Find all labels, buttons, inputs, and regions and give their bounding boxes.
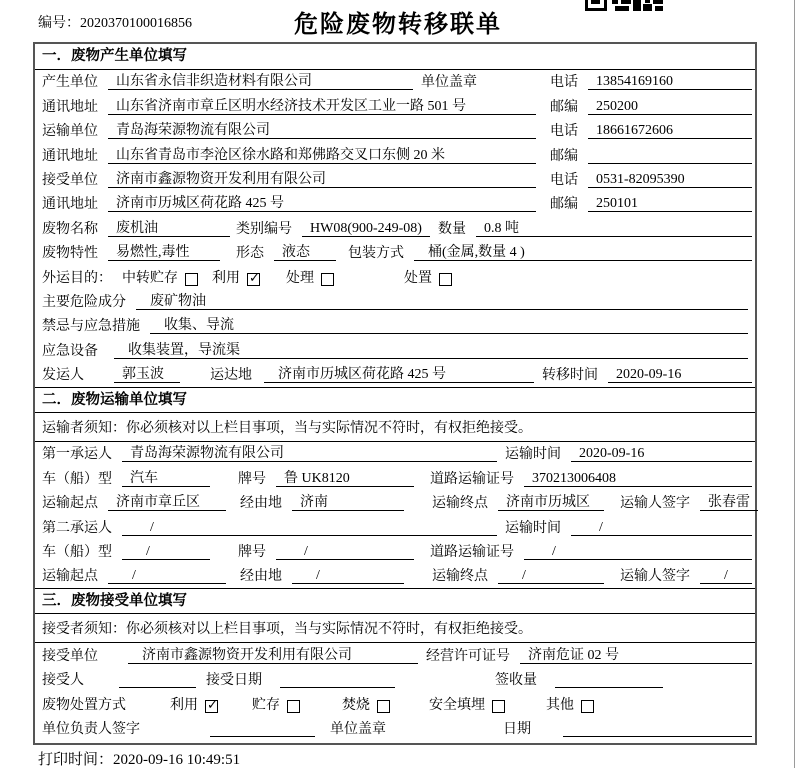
field-row-receiver (35, 168, 755, 192)
checkbox-option-treat (286, 271, 334, 286)
field-row-equipment (35, 338, 755, 362)
checkbox-option-other (546, 698, 594, 713)
checkbox (581, 700, 594, 713)
field-label: 单位盖章 (330, 721, 386, 737)
field-label: 外运目的： (42, 270, 112, 286)
field-value-underline (280, 672, 395, 688)
field-value-underline: 济南市鑫源物资开发利用有限公司 (108, 172, 536, 188)
field-row-transporter (35, 119, 755, 143)
field-label: 通讯地址 (42, 148, 98, 164)
checkbox-option-landfill (429, 698, 505, 713)
field-label: 电话 (550, 75, 578, 91)
field-row-carrier1 (35, 442, 755, 466)
print-time (38, 748, 240, 768)
checkbox-label: 中转贮存 (122, 270, 178, 286)
field-row-disposal (35, 692, 755, 716)
field-row-purpose (35, 265, 755, 289)
doc-number-value: 2020370100016856 (80, 16, 192, 31)
field-label: 道路运输证号 (430, 471, 514, 487)
page-edge-line (794, 0, 795, 768)
checkbox (377, 700, 390, 713)
page-title: 危险废物转移联单 (294, 10, 502, 38)
field-value-underline: / (700, 568, 752, 584)
field-value-underline: 济南危证 02 号 (520, 648, 752, 664)
field-value-underline (563, 721, 752, 737)
field-value-underline: / (122, 544, 210, 560)
field-label: 形态 (236, 246, 264, 262)
field-value-underline: / (276, 544, 414, 560)
checkbox-label: 利用 (170, 697, 198, 713)
checkbox (287, 700, 300, 713)
checkbox-label: 贮存 (252, 697, 280, 713)
field-label: 经由地 (240, 496, 282, 512)
field-label: 运输人签字 (620, 569, 690, 585)
field-label: 禁忌与应急措施 (42, 319, 140, 335)
field-label: 车（船）型 (42, 471, 112, 487)
checkbox-label: 其他 (546, 697, 574, 713)
field-value-underline (588, 148, 752, 164)
checkbox-label: 处置 (404, 270, 432, 286)
field-label: 第二承运人 (42, 520, 112, 536)
field-value-underline: 液态 (274, 245, 336, 261)
field-value-underline: / (571, 520, 752, 536)
field-value-underline: 济南市历城区荷花路 425 号 (108, 196, 536, 212)
field-label: 签收量 (495, 673, 537, 689)
field-value-underline: 18661672606 (588, 123, 752, 139)
print-time-value: 2020-09-16 10:49:51 (113, 752, 241, 768)
section2-title: 二．废物运输单位填写 (35, 387, 755, 413)
field-row-waste-name (35, 216, 755, 240)
field-label: 转移时间 (542, 368, 598, 384)
field-value-underline: 250101 (588, 196, 752, 212)
field-value-underline: 0.8 吨 (476, 221, 752, 237)
field-value-underline: 山东省济南市章丘区明水经济技术开发区工业一路 501 号 (108, 99, 536, 115)
field-value-underline (555, 672, 663, 688)
field-value-underline: 郭玉波 (114, 367, 180, 383)
checkbox (185, 273, 198, 286)
checkbox-option-utilize (170, 698, 218, 713)
field-row-producer (35, 70, 755, 94)
field-value-underline: / (292, 568, 404, 584)
field-label: 废物处置方式 (42, 697, 126, 713)
section3-notice (35, 614, 755, 643)
doc-number-label: 编号： (38, 16, 80, 31)
field-label: 发运人 (42, 368, 84, 384)
field-label: 运输起点 (42, 569, 98, 585)
field-label: 运达地 (210, 368, 252, 384)
field-label: 接受单位 (42, 172, 98, 188)
checkbox-option-dispose (404, 271, 452, 286)
field-row-sender (35, 363, 755, 387)
field-row-acceptor (35, 668, 755, 692)
field-label: 类别编号 (236, 221, 292, 237)
field-value-underline: 济南市历城区荷花路 425 号 (264, 367, 534, 383)
checkbox-label: 利用 (212, 270, 240, 286)
field-label: 邮编 (550, 99, 578, 115)
field-label: 运输时间 (505, 447, 561, 463)
field-value-underline: 济南市鑫源物资开发利用有限公司 (128, 648, 418, 664)
field-row-carrier2 (35, 515, 755, 539)
field-label: 接受人 (42, 673, 84, 689)
print-time-label: 打印时间： (38, 752, 114, 768)
field-value-underline: 山东省青岛市李沧区徐水路和郑佛路交叉口东侧 20 米 (108, 148, 536, 164)
field-row-producer-addr (35, 94, 755, 118)
manifest-form (33, 42, 757, 745)
field-value-underline (119, 672, 196, 688)
field-value-underline: 废矿物油 (136, 294, 748, 310)
field-value-underline: 收集、导流 (150, 318, 748, 334)
field-value-underline: / (524, 544, 752, 560)
field-label: 电话 (550, 172, 578, 188)
notice-text: 运输者须知：你必须核对以上栏目事项，当与实际情况不符时，有权拒绝接受。 (42, 421, 532, 437)
field-label: 主要危险成分 (42, 294, 126, 310)
field-label: 车（船）型 (42, 545, 112, 561)
field-row-waste-prop (35, 241, 755, 265)
field-row-receiver-addr (35, 192, 755, 216)
field-value-underline: 13854169160 (588, 74, 752, 90)
checkbox-option-utilize (212, 271, 260, 286)
field-label: 通讯地址 (42, 197, 98, 213)
field-label: 单位盖章 (421, 75, 477, 91)
checkbox-option-transfer-storage (122, 271, 198, 286)
field-value-underline: 鲁 UK8120 (276, 471, 414, 487)
checkbox-label: 处理 (286, 270, 314, 286)
field-label: 经由地 (240, 569, 282, 585)
field-row-transporter-addr (35, 143, 755, 167)
field-value-underline: 张春雷 (700, 495, 758, 511)
checkbox (439, 273, 452, 286)
checkbox (247, 273, 260, 286)
field-label: 经营许可证号 (426, 648, 510, 664)
field-value-underline: 250200 (588, 99, 752, 115)
field-label: 废物名称 (42, 221, 98, 237)
field-label: 应急设备 (42, 343, 98, 359)
field-label: 邮编 (550, 148, 578, 164)
field-label: 通讯地址 (42, 99, 98, 115)
field-value-underline: 2020-09-16 (571, 446, 752, 462)
field-row-vehicle2 (35, 540, 755, 564)
field-row-accept-unit (35, 643, 755, 667)
field-value-underline: 2020-09-16 (608, 367, 752, 383)
field-label: 运输单位 (42, 124, 98, 140)
field-label: 废物特性 (42, 246, 98, 262)
field-value-underline (210, 721, 315, 737)
field-value-underline: 汽车 (122, 471, 210, 487)
section1-title: 一．废物产生单位填写 (35, 44, 755, 70)
field-value-underline: 青岛海荣源物流有限公司 (122, 446, 497, 462)
field-label: 邮编 (550, 197, 578, 213)
field-row-route2 (35, 564, 755, 588)
field-label: 接受单位 (42, 648, 98, 664)
field-label: 数量 (438, 221, 466, 237)
field-label: 运输终点 (432, 496, 488, 512)
field-label: 运输起点 (42, 496, 98, 512)
field-value-underline: 济南 (292, 495, 404, 511)
field-value-underline: 收集装置，导流渠 (114, 343, 748, 359)
field-label: 日期 (503, 721, 531, 737)
field-row-vehicle1 (35, 466, 755, 490)
field-row-responsible-sign (35, 717, 755, 741)
checkbox (492, 700, 505, 713)
field-label: 牌号 (238, 471, 266, 487)
field-value-underline: / (498, 568, 604, 584)
field-label: 道路运输证号 (430, 545, 514, 561)
field-label: 包装方式 (348, 246, 404, 262)
field-value-underline: HW08(900-249-08) (302, 221, 430, 237)
field-label: 运输时间 (505, 520, 561, 536)
notice-text: 接受者须知：你必须核对以上栏目事项，当与实际情况不符时，有权拒绝接受。 (42, 622, 532, 638)
field-row-route1 (35, 491, 755, 515)
field-value-underline: 废机油 (108, 221, 230, 237)
field-value-underline: 0531-82095390 (588, 172, 752, 188)
field-label: 产生单位 (42, 75, 98, 91)
field-value-underline: 济南市章丘区 (108, 495, 226, 511)
field-row-hazard (35, 290, 755, 314)
section2-notice (35, 413, 755, 442)
checkbox-option-store (252, 698, 300, 713)
field-value-underline: / (122, 520, 497, 536)
field-label: 单位负责人签字 (42, 721, 140, 737)
field-label: 运输人签字 (620, 496, 690, 512)
field-value-underline: 山东省永信非织造材料有限公司 (108, 74, 413, 90)
checkbox (321, 273, 334, 286)
checkbox-option-incinerate (342, 698, 390, 713)
field-value-underline: / (108, 568, 226, 584)
field-value-underline: 370213006408 (524, 471, 752, 487)
field-label: 运输终点 (432, 569, 488, 585)
checkbox-label: 焚烧 (342, 697, 370, 713)
checkbox (205, 700, 218, 713)
field-label: 牌号 (238, 545, 266, 561)
field-value-underline: 易燃性,毒性 (108, 245, 220, 261)
field-value-underline: 济南市历城区 (498, 495, 604, 511)
field-label: 接受日期 (206, 673, 262, 689)
checkbox-label: 安全填埋 (429, 697, 485, 713)
field-row-taboo (35, 314, 755, 338)
field-value-underline: 桶(金属,数量 4 ) (414, 245, 752, 261)
section3-title: 三．废物接受单位填写 (35, 588, 755, 614)
field-label: 第一承运人 (42, 447, 112, 463)
field-label: 电话 (550, 124, 578, 140)
field-value-underline: 青岛海荣源物流有限公司 (108, 123, 536, 139)
